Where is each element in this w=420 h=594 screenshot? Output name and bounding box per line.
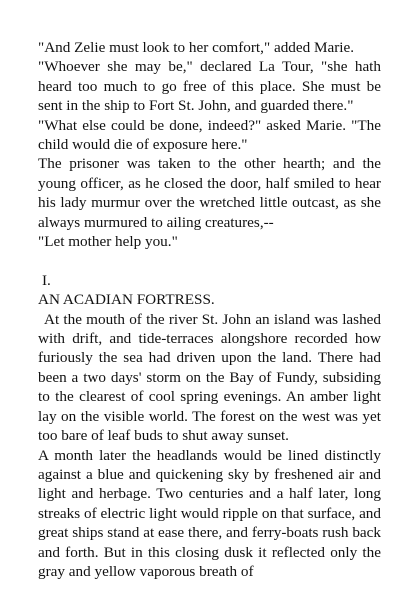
paragraph: "Whoever she may be," declared La Tour, "she hath heard too much to go free of this place. She must be sent in the ship to Fort St. John, and guarded there." bbox=[38, 58, 381, 115]
paragraph: "And Zelie must look to her comfort," added Marie. bbox=[38, 39, 355, 56]
chapter-number: I. bbox=[42, 271, 51, 289]
paragraph: The prisoner was taken to the other hearth; and the young officer, as he closed the door, half smiled to hear his lady murmur over the wretched little outcast, as she always murmured to ailing creatures,-- bbox=[38, 155, 381, 231]
paragraph: "Let mother help you." bbox=[38, 233, 178, 251]
paragraph: "What else could be done, indeed?" asked Marie. "The child would die of exposure here." bbox=[38, 116, 381, 154]
paragraph: A month later the headlands would be lined distinctly against a blue and quickening sky by freshened air and light and herbage. Two centuries and a half later, long streaks of electric light would ripple on that surface, and great ships stand at ease there, and ferry-boats rush back and forth. But in this closing dusk it reflected only the gray and yellow vaporous breath of bbox=[38, 446, 381, 580]
book-page bbox=[38, 38, 381, 581]
section-spacer bbox=[38, 251, 381, 270]
paragraph: At the mouth of the river St. John an island was lashed with drift, and tide-terraces alongshore recorded how furiously the sea had driven upon the land. There had been a two days' storm on the Bay of Fundy, subsiding to the clearest of cool spring evenings. An amber light lay on the visible world. The forest on the west was yet too bare of leaf buds to shut away sunset. bbox=[38, 310, 381, 445]
chapter-title: AN ACADIAN FORTRESS. bbox=[38, 291, 215, 309]
